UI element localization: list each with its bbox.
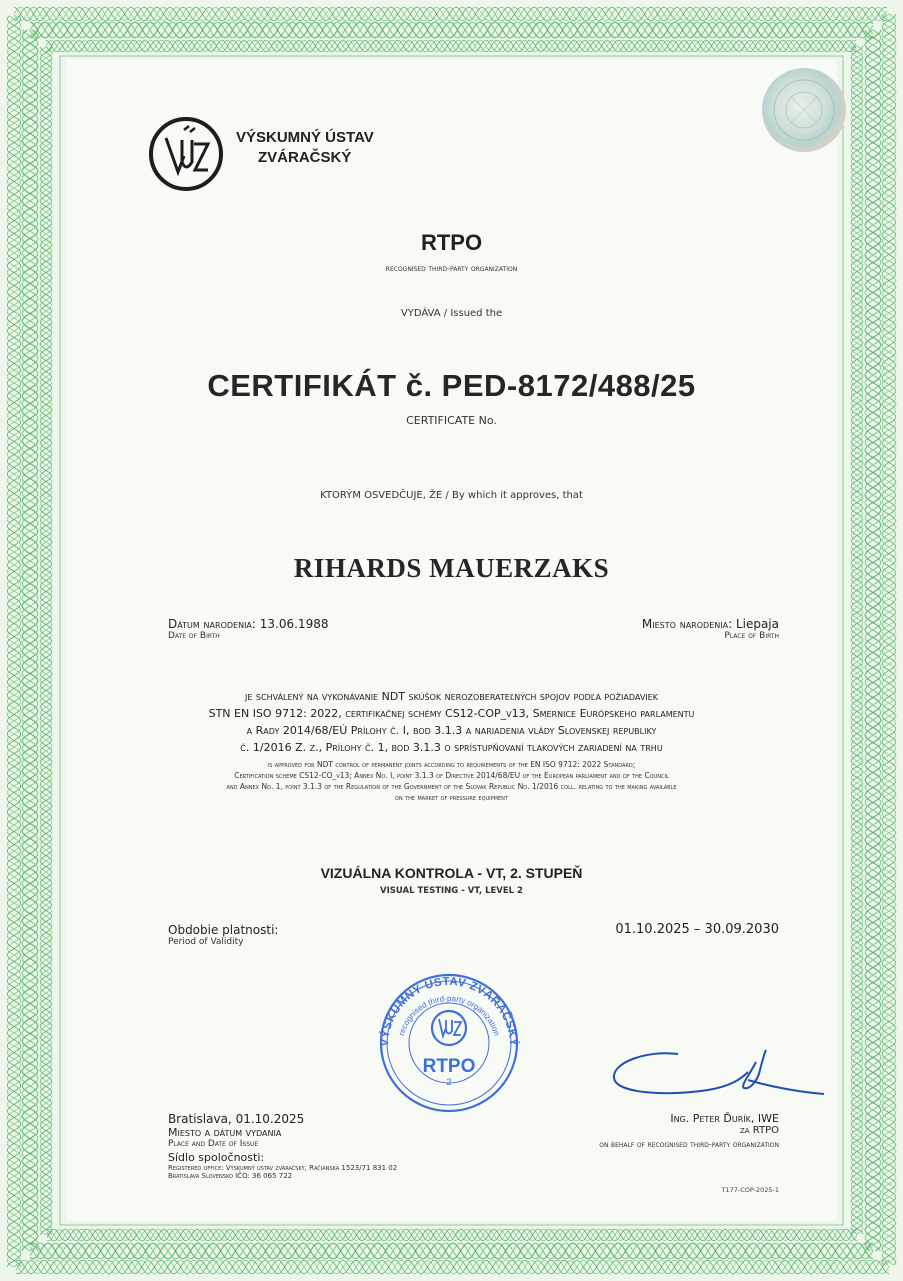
statement-sk-line: a Rady 2014/68/EÚ Prílohy č. I, bod 3.1.3 a nariadenia vlády Slovenskej republiky — [246, 724, 657, 737]
place-of-birth-label: Miesto narodenia: — [641, 617, 733, 631]
signer-block — [599, 1112, 779, 1149]
rtpo-title: RTPO — [420, 230, 483, 255]
ndt-method-en: VISUAL TESTING - VT, LEVEL 2 — [380, 886, 523, 896]
signature-icon — [608, 1042, 828, 1106]
holder-name: RIHARDS MAUERZAKS — [293, 553, 610, 583]
certificate-title: CERTIFIKÁT č. PED-8172/488/25 — [207, 368, 696, 403]
issue-label: Miesto a dátum vydania — [168, 1126, 282, 1139]
hologram-seal-icon — [760, 66, 848, 154]
office-label: Sídlo spoločnosti: — [168, 1151, 265, 1164]
date-of-birth-label-en: Date of Birth — [168, 631, 220, 641]
issue-city-date: Bratislava, 01.10.2025 — [168, 1112, 305, 1126]
approval-statement-en — [0, 759, 903, 803]
date-of-birth-label: Dátum narodenia: — [168, 617, 256, 631]
statement-en-line: Certification scheme CS12-CO_v13; Annex No. I, point 3.1.3 of Directive 2014/68/EU of the European parliament and of the Council — [234, 771, 669, 780]
signer-role: za RTPO — [740, 1125, 779, 1136]
signer-name: Ing. Peter Ďurík, IWE — [670, 1112, 779, 1125]
approval-statement-intro: KTORÝM OSVEDČUJE, ŽE / By which it approves, that — [320, 490, 583, 501]
statement-en-line: is approved for NDT control of permanent joints according to requirements of the EN ISO 9712: 2022 Standard; — [267, 760, 636, 769]
signer-behalf: on behalf of recognised third-party organization — [599, 1140, 779, 1149]
date-of-birth-block — [168, 617, 328, 641]
date-of-birth-value: 13.06.1988 — [259, 617, 329, 631]
rtpo-stamp-icon — [370, 968, 528, 1114]
stamp-ring-text: VÝSKUMNÝ ÚSTAV ZVÁRAČSKÝ — [378, 975, 520, 1047]
approval-statement-sk — [0, 688, 903, 756]
statement-sk-line: STN EN ISO 9712: 2022, certifikačnej schémy CS12-COP_v13, Smernice Európskeho parlamentu — [208, 707, 695, 720]
statement-sk-line: je schválený na vykonávanie NDT skúšok nerozoberateľných spojov podľa požiadaviek — [245, 690, 658, 703]
validity-label-en: Period of Validity — [168, 937, 244, 947]
stamp-number: 2 — [446, 1077, 452, 1087]
validity-block — [168, 923, 278, 947]
org-name-line2: ZVÁRAČSKÝ — [258, 149, 352, 166]
place-of-birth-label-en: Place of Birth — [724, 631, 779, 641]
statement-sk-line: č. 1/2016 Z. z., Prílohy č. 1, bod 3.1.3 o sprístupňovaní tlakových zariadení na trhu — [240, 741, 663, 754]
place-of-birth-value: Liepaja — [735, 617, 779, 631]
stamp-rtpo-label: RTPO — [422, 1056, 476, 1077]
office-registration: Bratislava Slovensko IČO: 36 065 722 — [168, 1172, 293, 1180]
ndt-method: VIZUÁLNA KONTROLA - VT, 2. STUPEŇ — [320, 865, 583, 881]
certificate-subtitle: CERTIFICATE No. — [406, 414, 497, 427]
issued-by-label: VYDÁVA / Issued the — [400, 308, 503, 319]
validity-label: Obdobie platnosti: — [168, 923, 279, 937]
office-address: Registered office: Výskumný ústav zváračský, Račianska 1523/71 831 02 — [168, 1164, 398, 1172]
vuz-logo-icon — [148, 116, 224, 192]
issue-block — [168, 1112, 397, 1180]
validity-dates: 01.10.2025 – 30.09.2030 — [615, 922, 779, 937]
org-name-line1: VÝSKUMNÝ ÚSTAV — [236, 129, 374, 146]
issue-label-en: Place and Date of Issue — [168, 1139, 259, 1149]
rtpo-subtitle: recognised third-party organization — [385, 264, 518, 273]
stamp-ring-inner-text: recognised third-party organization — [396, 993, 502, 1037]
statement-en-line: and Annex No. 1, point 3.1.3 of the Regulation of the Government of the Slovak Republic No. 1/2016 coll. relating to the making available — [226, 782, 677, 791]
document-code: T177-COP-2025-1 — [721, 1186, 779, 1194]
place-of-birth-block — [642, 617, 779, 641]
statement-en-line: on the market of pressure equipment — [395, 793, 508, 802]
organization-name — [236, 128, 374, 168]
